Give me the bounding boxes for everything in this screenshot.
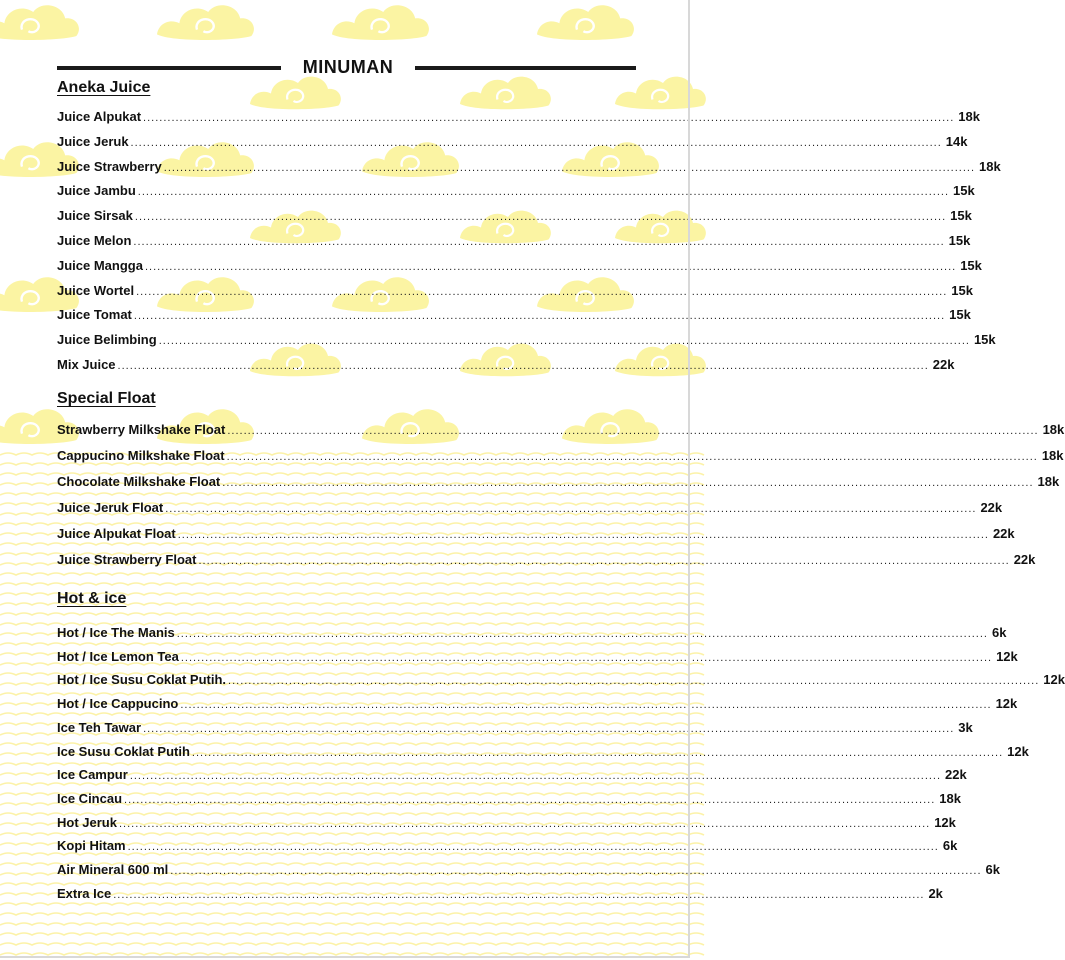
menu-item-row xyxy=(57,233,971,251)
menu-item-price: 18k xyxy=(939,790,961,806)
dot-leader: ........................................................................................................................................................................................................ xyxy=(222,477,1034,489)
menu-item-price: 12k xyxy=(996,648,1018,664)
menu-item-name: Hot Jeruk xyxy=(57,814,117,830)
dot-leader: ........................................................................................................................................................................................................ xyxy=(177,529,989,541)
menu-item-price: 15k xyxy=(973,332,996,348)
menu-item-row xyxy=(57,648,1018,667)
menu-item-price: 3k xyxy=(958,719,973,735)
dot-leader: ........................................................................................................................................................................................................ xyxy=(165,503,977,515)
dot-leader: ........................................................................................................................................................................................................ xyxy=(191,746,1004,759)
page-title: MINUMAN xyxy=(302,57,394,77)
menu-item-name: Extra Ice xyxy=(57,885,112,901)
menu-item-price: 22k xyxy=(945,767,967,783)
dot-leader: ........................................................................................................................................................................................................ xyxy=(180,699,992,712)
menu-item-name: Hot / Ice The Manis xyxy=(57,625,175,640)
menu-item-row xyxy=(57,474,1060,492)
menu-item-price: 15k xyxy=(951,282,973,298)
menu-item-price: 12k xyxy=(1043,672,1065,688)
menu-item-name: Juice Mangga xyxy=(57,257,143,273)
menu-item-name: Air Mineral 600 ml xyxy=(57,862,169,877)
menu-item-price: 6k xyxy=(991,625,1007,640)
menu-item-name: Chocolate Milkshake Float xyxy=(57,474,221,489)
menu-item-row xyxy=(57,885,943,904)
menu-item-price: 6k xyxy=(942,838,958,854)
menu-item-name: Juice Alpukat xyxy=(57,109,142,124)
menu-item-price: 18k xyxy=(1042,422,1065,437)
menu-item-row xyxy=(57,767,967,785)
section-title-aneka-juice: Aneka Juice xyxy=(57,79,151,96)
menu-item-row xyxy=(57,526,1015,544)
dot-leader: ........................................................................................................................................................................................................ xyxy=(227,425,1039,437)
header-rule-right xyxy=(415,66,636,70)
menu-item-row xyxy=(57,158,1001,177)
dot-leader: ........................................................................................................................................................................................................ xyxy=(118,817,931,830)
menu-item-name: Juice Wortel xyxy=(57,282,135,298)
menu-item-price: 18k xyxy=(979,158,1001,174)
menu-item-name: Ice Cincau xyxy=(57,790,123,806)
menu-item-price: 18k xyxy=(1037,474,1060,489)
menu-item-row xyxy=(57,208,972,226)
menu-item-name: Ice Campur xyxy=(57,767,128,783)
menu-item-name: Juice Jeruk Float xyxy=(57,500,164,515)
menu-item-row xyxy=(57,357,955,375)
menu-item-price: 15k xyxy=(953,183,975,199)
menu-item-price: 15k xyxy=(949,307,971,323)
menu-item-row xyxy=(57,814,956,833)
menu-item-name: Cappucino Milkshake Float xyxy=(57,448,225,463)
menu-item-row xyxy=(57,109,980,127)
menu-item-name: Juice Melon xyxy=(57,233,132,248)
menu-item-name: Strawberry Milkshake Float xyxy=(57,422,226,437)
dot-leader: ........................................................................................................................................................................................................ xyxy=(163,161,976,174)
menu-item-row xyxy=(57,282,973,301)
dot-leader: ........................................................................................................................................................................................................ xyxy=(144,260,957,273)
dot-leader: ........................................................................................................................................................................................................ xyxy=(176,628,988,640)
menu-item-price: 6k xyxy=(985,862,1000,877)
menu-item-name: Kopi Hitam xyxy=(57,838,126,854)
dot-leader: ........................................................................................................................................................................................................ xyxy=(226,451,1038,463)
menu-item-name: Hot / Ice Lemon Tea xyxy=(57,648,179,664)
dot-leader: ........................................................................................................................................................................................................ xyxy=(136,285,948,298)
dot-leader: ........................................................................................................................................................................................................ xyxy=(143,112,955,124)
menu-item-row xyxy=(57,133,968,152)
menu-item-price: 15k xyxy=(948,233,971,248)
menu-item-row xyxy=(57,790,961,809)
menu-item-price: 22k xyxy=(932,357,955,372)
dot-leader: ........................................................................................................................................................................................................ xyxy=(170,865,982,877)
menu-item-price: 12k xyxy=(995,696,1018,712)
menu-item-row xyxy=(57,625,1007,643)
menu-item-row xyxy=(57,719,973,738)
dot-leader: ........................................................................................................................................................................................................ xyxy=(124,793,936,806)
menu-item-price: 22k xyxy=(992,526,1015,541)
menu-item-price: 2k xyxy=(928,885,943,901)
menu-item-name: Juice Jeruk xyxy=(57,133,129,149)
menu-item-row xyxy=(57,183,975,201)
menu-item-row xyxy=(57,332,996,350)
menu-item-row xyxy=(57,862,1000,880)
menu-item-row xyxy=(57,500,1003,518)
menu-item-row xyxy=(57,422,1065,440)
menu-item-price: 18k xyxy=(958,109,980,124)
menu-item-name: Mix Juice xyxy=(57,357,116,372)
menu-item-price: 18k xyxy=(1041,448,1064,463)
dot-leader: ........................................................................................................................................................................................................ xyxy=(127,841,939,854)
menu-item-row xyxy=(57,257,982,276)
dot-leader: ........................................................................................................................................................................................................ xyxy=(143,722,955,735)
menu-item-name: Juice Jambu xyxy=(57,183,136,199)
menu-item-name: Ice Susu Coklat Putih xyxy=(57,743,190,759)
dot-leader: ........................................................................................................................................................................................................ xyxy=(117,360,929,372)
menu-item-row xyxy=(57,743,1029,762)
dot-leader: ........................................................................................................................................................................................................ xyxy=(133,310,946,323)
menu-item-name: Juice Tomat xyxy=(57,307,132,323)
menu-item-name: Hot / Ice Susu Coklat Putih. xyxy=(57,672,227,688)
header-rule-left xyxy=(57,66,281,70)
dot-leader: ........................................................................................................................................................................................................ xyxy=(133,236,945,248)
menu-item-row xyxy=(57,307,971,325)
dot-leader: ........................................................................................................................................................................................................ xyxy=(180,651,993,664)
dot-leader: ........................................................................................................................................................................................................ xyxy=(134,211,947,224)
menu-item-row xyxy=(57,696,1018,714)
menu-item-row xyxy=(57,552,1036,570)
menu-item-name: Juice Strawberry xyxy=(57,158,162,174)
section-title-hot-ice: Hot & ice xyxy=(57,590,127,607)
menu-item-price: 15k xyxy=(950,208,972,224)
menu-item-name: Juice Strawberry Float xyxy=(57,552,197,567)
dot-leader: ........................................................................................................................................................................................................ xyxy=(113,888,925,901)
menu-item-price: 12k xyxy=(1007,743,1029,759)
menu-item-name: Juice Alpukat Float xyxy=(57,526,176,541)
dot-leader: ........................................................................................................................................................................................................ xyxy=(158,335,970,348)
menu-item-price: 15k xyxy=(960,257,982,273)
menu-item-row xyxy=(57,672,1065,690)
menu-item-name: Juice Belimbing xyxy=(57,332,157,348)
menu-item-row xyxy=(57,838,958,856)
dot-leader: ........................................................................................................................................................................................................ xyxy=(130,136,942,149)
menu-item-row xyxy=(57,448,1064,466)
dot-leader: ........................................................................................................................................................................................................ xyxy=(228,675,1040,688)
section-title-special-float: Special Float xyxy=(57,390,156,407)
menu-item-price: 22k xyxy=(980,500,1003,515)
menu-item-price: 22k xyxy=(1013,552,1036,567)
menu-item-price: 14k xyxy=(945,133,968,149)
dot-leader: ........................................................................................................................................................................................................ xyxy=(137,186,949,199)
menu-item-price: 12k xyxy=(934,814,956,830)
menu-item-name: Juice Sirsak xyxy=(57,208,133,224)
dot-leader: ........................................................................................................................................................................................................ xyxy=(198,555,1010,567)
dot-leader: ........................................................................................................................................................................................................ xyxy=(129,770,942,783)
menu-item-name: Ice Teh Tawar xyxy=(57,719,142,735)
menu-item-name: Hot / Ice Cappucino xyxy=(57,696,179,712)
